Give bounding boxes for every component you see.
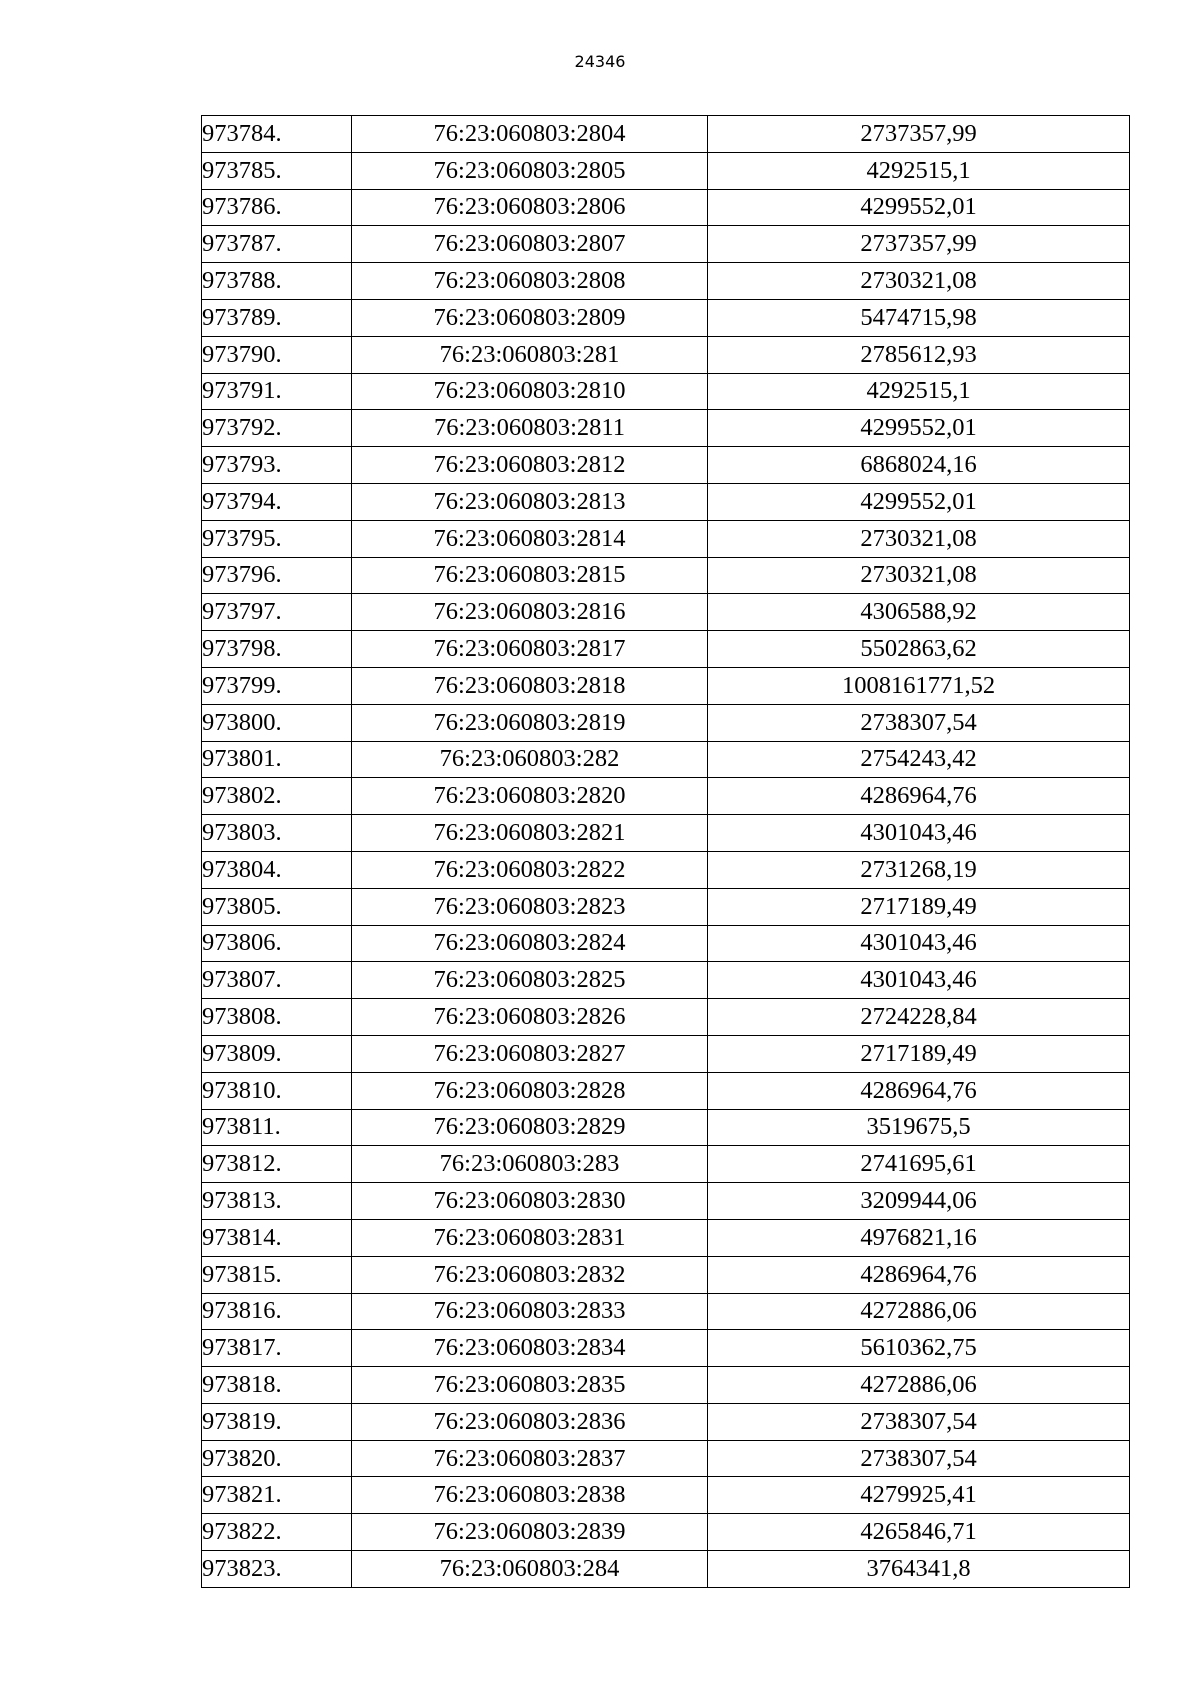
table-row: [202, 226, 1130, 263]
table-row: [202, 925, 1130, 962]
cadastral-number-cell: 76:23:060803:282: [352, 741, 708, 778]
cadastral-number-cell: 76:23:060803:2814: [352, 520, 708, 557]
value-cell: 4272886,06: [708, 1293, 1130, 1330]
cadastral-number-cell: 76:23:060803:2805: [352, 152, 708, 189]
table-row: [202, 373, 1130, 410]
value-cell: 5502863,62: [708, 631, 1130, 668]
table-row: [202, 557, 1130, 594]
row-number-cell: 973794.: [202, 483, 352, 520]
row-number-cell: 973814.: [202, 1219, 352, 1256]
cadastral-number-cell: 76:23:060803:2807: [352, 226, 708, 263]
cadastral-number-cell: 76:23:060803:2818: [352, 667, 708, 704]
cadastral-number-cell: 76:23:060803:2819: [352, 704, 708, 741]
table-row: [202, 1219, 1130, 1256]
value-cell: 4299552,01: [708, 483, 1130, 520]
value-cell: 2731268,19: [708, 851, 1130, 888]
table-row: [202, 851, 1130, 888]
row-number-cell: 973818.: [202, 1367, 352, 1404]
table-row: [202, 336, 1130, 373]
value-cell: 2717189,49: [708, 888, 1130, 925]
row-number-cell: 973801.: [202, 741, 352, 778]
row-number-cell: 973792.: [202, 410, 352, 447]
row-number-cell: 973809.: [202, 1035, 352, 1072]
table-row: [202, 1403, 1130, 1440]
row-number-cell: 973795.: [202, 520, 352, 557]
value-cell: 2738307,54: [708, 1440, 1130, 1477]
table-row: [202, 631, 1130, 668]
table-row: [202, 1330, 1130, 1367]
cadastral-number-cell: 76:23:060803:2822: [352, 851, 708, 888]
table-row: [202, 1514, 1130, 1551]
table-row: [202, 1440, 1130, 1477]
value-cell: 2785612,93: [708, 336, 1130, 373]
row-number-cell: 973803.: [202, 815, 352, 852]
row-number-cell: 973822.: [202, 1514, 352, 1551]
row-number-cell: 973784.: [202, 116, 352, 153]
value-cell: 2737357,99: [708, 116, 1130, 153]
cadastral-number-cell: 76:23:060803:2825: [352, 962, 708, 999]
table-row: [202, 1072, 1130, 1109]
row-number-cell: 973785.: [202, 152, 352, 189]
row-number-cell: 973797.: [202, 594, 352, 631]
value-cell: 4279925,41: [708, 1477, 1130, 1514]
registry-table-body: [202, 116, 1130, 1588]
table-row: [202, 704, 1130, 741]
cadastral-number-cell: 76:23:060803:2817: [352, 631, 708, 668]
cadastral-number-cell: 76:23:060803:2837: [352, 1440, 708, 1477]
cadastral-number-cell: 76:23:060803:2832: [352, 1256, 708, 1293]
cadastral-number-cell: 76:23:060803:284: [352, 1551, 708, 1588]
cadastral-number-cell: 76:23:060803:2831: [352, 1219, 708, 1256]
table-row: [202, 667, 1130, 704]
value-cell: 2754243,42: [708, 741, 1130, 778]
row-number-cell: 973821.: [202, 1477, 352, 1514]
value-cell: 4292515,1: [708, 152, 1130, 189]
cadastral-number-cell: 76:23:060803:2812: [352, 447, 708, 484]
row-number-cell: 973820.: [202, 1440, 352, 1477]
row-number-cell: 973810.: [202, 1072, 352, 1109]
row-number-cell: 973800.: [202, 704, 352, 741]
value-cell: 5610362,75: [708, 1330, 1130, 1367]
row-number-cell: 973789.: [202, 299, 352, 336]
cadastral-number-cell: 76:23:060803:2810: [352, 373, 708, 410]
cadastral-number-cell: 76:23:060803:2836: [352, 1403, 708, 1440]
value-cell: 6868024,16: [708, 447, 1130, 484]
table-row: [202, 410, 1130, 447]
row-number-cell: 973788.: [202, 263, 352, 300]
table-row: [202, 815, 1130, 852]
value-cell: 4301043,46: [708, 962, 1130, 999]
row-number-cell: 973798.: [202, 631, 352, 668]
table-row: [202, 447, 1130, 484]
value-cell: 2730321,08: [708, 557, 1130, 594]
cadastral-number-cell: 76:23:060803:2821: [352, 815, 708, 852]
value-cell: 4301043,46: [708, 815, 1130, 852]
table-row: [202, 189, 1130, 226]
cadastral-number-cell: 76:23:060803:2811: [352, 410, 708, 447]
row-number-cell: 973808.: [202, 999, 352, 1036]
value-cell: 3764341,8: [708, 1551, 1130, 1588]
row-number-cell: 973807.: [202, 962, 352, 999]
value-cell: 4301043,46: [708, 925, 1130, 962]
row-number-cell: 973815.: [202, 1256, 352, 1293]
row-number-cell: 973793.: [202, 447, 352, 484]
value-cell: 4286964,76: [708, 1072, 1130, 1109]
cadastral-number-cell: 76:23:060803:2806: [352, 189, 708, 226]
cadastral-number-cell: 76:23:060803:2830: [352, 1183, 708, 1220]
cadastral-number-cell: 76:23:060803:2838: [352, 1477, 708, 1514]
table-row: [202, 520, 1130, 557]
row-number-cell: 973811.: [202, 1109, 352, 1146]
page-number: 24346: [574, 52, 626, 71]
table-row: [202, 483, 1130, 520]
cadastral-number-cell: 76:23:060803:283: [352, 1146, 708, 1183]
row-number-cell: 973823.: [202, 1551, 352, 1588]
value-cell: 4292515,1: [708, 373, 1130, 410]
row-number-cell: 973787.: [202, 226, 352, 263]
row-number-cell: 973813.: [202, 1183, 352, 1220]
table-row: [202, 1293, 1130, 1330]
value-cell: 4286964,76: [708, 778, 1130, 815]
table-row: [202, 1146, 1130, 1183]
row-number-cell: 973817.: [202, 1330, 352, 1367]
cadastral-number-cell: 76:23:060803:2804: [352, 116, 708, 153]
table-row: [202, 594, 1130, 631]
value-cell: 1008161771,52: [708, 667, 1130, 704]
value-cell: 2738307,54: [708, 1403, 1130, 1440]
cadastral-number-cell: 76:23:060803:2826: [352, 999, 708, 1036]
cadastral-number-cell: 76:23:060803:2808: [352, 263, 708, 300]
row-number-cell: 973799.: [202, 667, 352, 704]
cadastral-number-cell: 76:23:060803:2829: [352, 1109, 708, 1146]
cadastral-number-cell: 76:23:060803:2835: [352, 1367, 708, 1404]
value-cell: 2724228,84: [708, 999, 1130, 1036]
value-cell: 3519675,5: [708, 1109, 1130, 1146]
value-cell: 5474715,98: [708, 299, 1130, 336]
table-row: [202, 263, 1130, 300]
table-row: [202, 1367, 1130, 1404]
registry-table: [201, 115, 1130, 1588]
cadastral-number-cell: 76:23:060803:2839: [352, 1514, 708, 1551]
value-cell: 2730321,08: [708, 263, 1130, 300]
value-cell: 4306588,92: [708, 594, 1130, 631]
table-row: [202, 1256, 1130, 1293]
row-number-cell: 973791.: [202, 373, 352, 410]
table-row: [202, 152, 1130, 189]
table-row: [202, 1035, 1130, 1072]
value-cell: 4265846,71: [708, 1514, 1130, 1551]
row-number-cell: 973816.: [202, 1293, 352, 1330]
table-row: [202, 1551, 1130, 1588]
cadastral-number-cell: 76:23:060803:2820: [352, 778, 708, 815]
cadastral-number-cell: 76:23:060803:2815: [352, 557, 708, 594]
row-number-cell: 973812.: [202, 1146, 352, 1183]
row-number-cell: 973819.: [202, 1403, 352, 1440]
table-row: [202, 1477, 1130, 1514]
row-number-cell: 973805.: [202, 888, 352, 925]
value-cell: 2738307,54: [708, 704, 1130, 741]
value-cell: 4286964,76: [708, 1256, 1130, 1293]
value-cell: 4272886,06: [708, 1367, 1130, 1404]
row-number-cell: 973804.: [202, 851, 352, 888]
row-number-cell: 973786.: [202, 189, 352, 226]
table-row: [202, 1109, 1130, 1146]
value-cell: 2741695,61: [708, 1146, 1130, 1183]
table-row: [202, 299, 1130, 336]
cadastral-number-cell: 76:23:060803:2816: [352, 594, 708, 631]
table-row: [202, 999, 1130, 1036]
row-number-cell: 973790.: [202, 336, 352, 373]
table-row: [202, 962, 1130, 999]
cadastral-number-cell: 76:23:060803:2833: [352, 1293, 708, 1330]
table-row: [202, 1183, 1130, 1220]
table-row: [202, 778, 1130, 815]
value-cell: 4976821,16: [708, 1219, 1130, 1256]
row-number-cell: 973802.: [202, 778, 352, 815]
cadastral-number-cell: 76:23:060803:2828: [352, 1072, 708, 1109]
value-cell: 2737357,99: [708, 226, 1130, 263]
value-cell: 4299552,01: [708, 410, 1130, 447]
cadastral-number-cell: 76:23:060803:2827: [352, 1035, 708, 1072]
cadastral-number-cell: 76:23:060803:2824: [352, 925, 708, 962]
cadastral-number-cell: 76:23:060803:2823: [352, 888, 708, 925]
cadastral-number-cell: 76:23:060803:281: [352, 336, 708, 373]
value-cell: 2730321,08: [708, 520, 1130, 557]
table-row: [202, 116, 1130, 153]
value-cell: 2717189,49: [708, 1035, 1130, 1072]
table-row: [202, 741, 1130, 778]
row-number-cell: 973806.: [202, 925, 352, 962]
row-number-cell: 973796.: [202, 557, 352, 594]
value-cell: 4299552,01: [708, 189, 1130, 226]
table-row: [202, 888, 1130, 925]
cadastral-number-cell: 76:23:060803:2834: [352, 1330, 708, 1367]
cadastral-number-cell: 76:23:060803:2809: [352, 299, 708, 336]
value-cell: 3209944,06: [708, 1183, 1130, 1220]
cadastral-number-cell: 76:23:060803:2813: [352, 483, 708, 520]
